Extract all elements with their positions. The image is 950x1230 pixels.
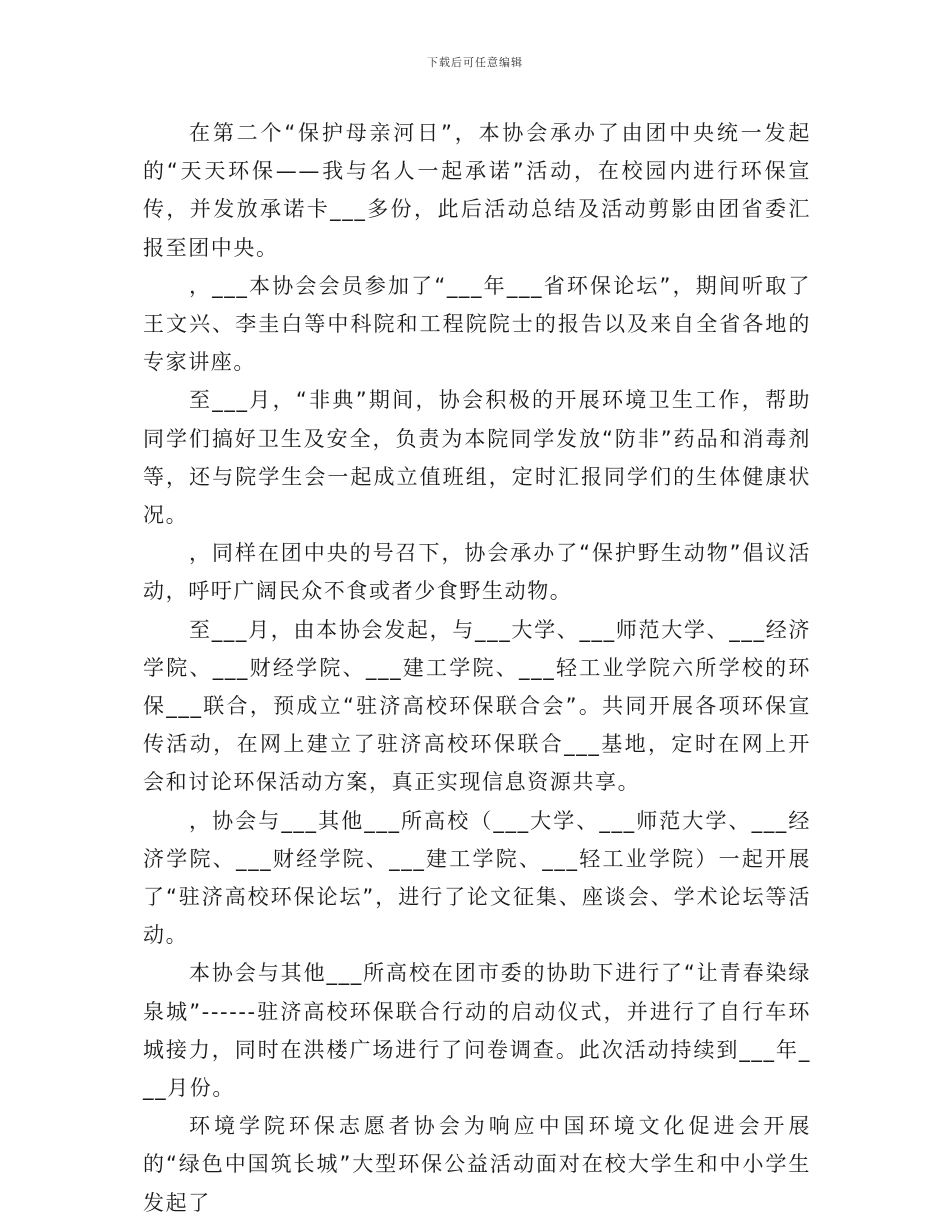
page-header: 下载后可任意编辑	[427, 56, 523, 69]
paragraph: 至___月，由本协会发起，与___大学、___师范大学、___经济学院、___财经学院、___建工学院、___轻工业学院六所学校的环保___联合，预成立“驻济高校环保联合会”。共同开展各项环保宣传活动，在网上建立了驻济高校环保联合___基地，定时在网上开会和讨论环保活动方案，真正实现信息资源共享。	[143, 617, 811, 795]
paragraph: ，同样在团中央的号召下，协会承办了“保护野生动物”倡议活动，呼吁广阔民众不食或者少食野生动物。	[143, 541, 811, 604]
paragraph: 至___月，“非典”期间，协会积极的开展环境卫生工作，帮助同学们搞好卫生及安全，负责为本院同学发放“防非”药品和消毒剂等，还与院学生会一起成立值班组，定时汇报同学们的生体健康状况。	[143, 388, 811, 528]
paragraph: 在第二个“保护母亲河日”，本协会承办了由团中央统一发起的“天天环保——我与名人一起承诺”活动，在校园内进行环保宣传，并发放承诺卡___多份，此后活动总结及活动剪影由团省委汇报至团中央。	[143, 121, 811, 260]
document-body	[143, 114, 811, 1222]
paragraph: 环境学院环保志愿者协会为响应中国环境文化促进会开展的“绿色中国筑长城”大型环保公益活动面对在校大学生和中小学生发起了	[143, 1114, 811, 1215]
paragraph: 本协会与其他___所高校在团市委的协助下进行了“让青春染绿泉城”------驻济高校环保联合行动的启动仪式，并进行了自行车环城接力，同时在洪楼广场进行了问卷调查。此次活动持续到___年___月份。	[143, 961, 811, 1101]
paragraph: ，___本协会会员参加了“___年___省环保论坛”，期间听取了王文兴、李圭白等中科院和工程院院士的报告以及来自全省各地的专家讲座。	[143, 273, 811, 375]
paragraph: ，协会与___其他___所高校（___大学、___师范大学、___经济学院、___财经学院、___建工学院、___轻工业学院）一起开展了“驻济高校环保论坛”，进行了论文征集、座谈会、学术论坛等活动。	[143, 808, 811, 948]
